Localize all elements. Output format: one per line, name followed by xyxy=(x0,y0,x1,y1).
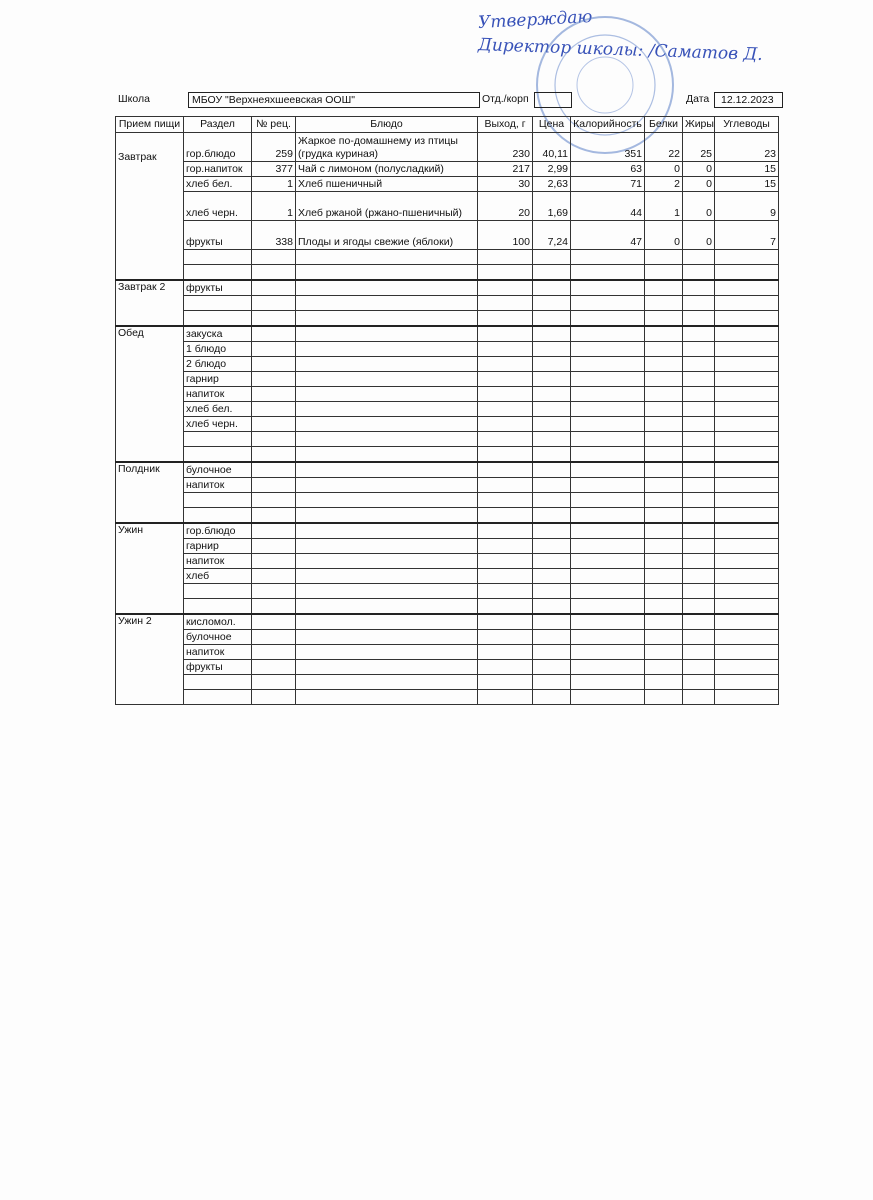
table-row xyxy=(116,660,779,675)
school-label: Школа xyxy=(118,93,150,105)
table-row xyxy=(116,250,779,265)
col-kcal: Калорийность xyxy=(571,117,645,133)
col-weight: Выход, г xyxy=(478,117,533,133)
weight-cell: 100 xyxy=(478,221,533,250)
table-row xyxy=(116,554,779,569)
col-price: Цена xyxy=(533,117,571,133)
approval-line-1: Утверждаю xyxy=(477,7,593,33)
dish-cell: Плоды и ягоды свежие (яблоки) xyxy=(296,221,478,250)
table-row xyxy=(116,599,779,615)
col-section: Раздел xyxy=(184,117,252,133)
recipe-cell: 1 xyxy=(252,192,296,221)
col-dish: Блюдо xyxy=(296,117,478,133)
section-cell: фрукты xyxy=(184,280,252,296)
table-row xyxy=(116,326,779,342)
table-row xyxy=(116,462,779,478)
recipe-cell: 377 xyxy=(252,162,296,177)
section-cell: напиток xyxy=(184,387,252,402)
section-cell: 1 блюдо xyxy=(184,342,252,357)
col-recipe: № рец. xyxy=(252,117,296,133)
table-row xyxy=(116,177,779,192)
dish-cell: Жаркое по-домашнему из птицы (грудка куриная) xyxy=(296,133,478,162)
fat-cell: 0 xyxy=(683,192,715,221)
carbs-cell: 15 xyxy=(715,162,779,177)
date-value: 12.12.2023 xyxy=(721,94,774,106)
table-row xyxy=(116,162,779,177)
fat-cell: 0 xyxy=(683,177,715,192)
table-row xyxy=(116,569,779,584)
section-cell: кисломол. xyxy=(184,614,252,630)
weight-cell: 230 xyxy=(478,133,533,162)
section-cell: 2 блюдо xyxy=(184,357,252,372)
kcal-cell: 44 xyxy=(571,192,645,221)
weight-cell: 217 xyxy=(478,162,533,177)
recipe-cell: 259 xyxy=(252,133,296,162)
fat-cell: 25 xyxy=(683,133,715,162)
col-fat: Жиры xyxy=(683,117,715,133)
table-row xyxy=(116,645,779,660)
section-cell: закуска xyxy=(184,326,252,342)
carbs-cell: 15 xyxy=(715,177,779,192)
header-line xyxy=(118,92,783,108)
protein-cell: 1 xyxy=(645,192,683,221)
section-cell: фрукты xyxy=(184,221,252,250)
table-row xyxy=(116,417,779,432)
weight-cell: 30 xyxy=(478,177,533,192)
table-row xyxy=(116,133,779,162)
table-row xyxy=(116,447,779,463)
section-cell: хлеб бел. xyxy=(184,177,252,192)
date-field xyxy=(714,92,783,108)
table-row xyxy=(116,675,779,690)
carbs-cell: 23 xyxy=(715,133,779,162)
dish-cell: Чай с лимоном (полусладкий) xyxy=(296,162,478,177)
meal-dinner: Ужин xyxy=(116,523,184,614)
section-cell: хлеб черн. xyxy=(184,417,252,432)
col-carbs: Углеводы xyxy=(715,117,779,133)
meal-snack: Полдник xyxy=(116,462,184,523)
protein-cell: 22 xyxy=(645,133,683,162)
meal-breakfast-2: Завтрак 2 xyxy=(116,280,184,326)
protein-cell: 0 xyxy=(645,221,683,250)
fat-cell: 0 xyxy=(683,221,715,250)
section-cell: фрукты xyxy=(184,660,252,675)
weight-cell: 20 xyxy=(478,192,533,221)
table-row xyxy=(116,342,779,357)
table-row xyxy=(116,478,779,493)
protein-cell: 2 xyxy=(645,177,683,192)
section-cell: гарнир xyxy=(184,372,252,387)
section-cell: гор.блюдо xyxy=(184,523,252,539)
meal-lunch: Обед xyxy=(116,326,184,462)
table-row xyxy=(116,296,779,311)
table-row xyxy=(116,387,779,402)
kcal-cell: 71 xyxy=(571,177,645,192)
table-row xyxy=(116,508,779,524)
dish-cell: Хлеб ржаной (ржано-пшеничный) xyxy=(296,192,478,221)
table-row xyxy=(116,584,779,599)
price-cell: 40,11 xyxy=(533,133,571,162)
price-cell: 7,24 xyxy=(533,221,571,250)
carbs-cell: 7 xyxy=(715,221,779,250)
fat-cell: 0 xyxy=(683,162,715,177)
col-protein: Белки xyxy=(645,117,683,133)
col-meal: Прием пищи xyxy=(116,117,184,133)
meal-breakfast: Завтрак xyxy=(116,133,184,281)
carbs-cell: 9 xyxy=(715,192,779,221)
kcal-cell: 47 xyxy=(571,221,645,250)
protein-cell: 0 xyxy=(645,162,683,177)
table-row xyxy=(116,192,779,221)
section-cell: хлеб бел. xyxy=(184,402,252,417)
table-row xyxy=(116,357,779,372)
school-field xyxy=(188,92,480,108)
section-cell: булочное xyxy=(184,462,252,478)
date-label: Дата xyxy=(686,93,710,105)
table-row xyxy=(116,690,779,705)
section-cell: гор.напиток xyxy=(184,162,252,177)
table-row xyxy=(116,614,779,630)
table-header-row xyxy=(116,117,779,133)
table-row xyxy=(116,539,779,554)
table-row xyxy=(116,402,779,417)
section-cell: гарнир xyxy=(184,539,252,554)
section-cell: булочное xyxy=(184,630,252,645)
price-cell: 2,63 xyxy=(533,177,571,192)
menu-table xyxy=(115,116,779,705)
recipe-cell: 338 xyxy=(252,221,296,250)
recipe-cell: 1 xyxy=(252,177,296,192)
section-cell: напиток xyxy=(184,645,252,660)
table-row xyxy=(116,221,779,250)
dish-cell: Хлеб пшеничный xyxy=(296,177,478,192)
table-row xyxy=(116,372,779,387)
table-row xyxy=(116,265,779,281)
section-cell: напиток xyxy=(184,478,252,493)
price-cell: 1,69 xyxy=(533,192,571,221)
table-row xyxy=(116,523,779,539)
section-cell: напиток xyxy=(184,554,252,569)
approval-line-2: Директор школы: /Саматов Д. xyxy=(477,35,764,65)
table-row xyxy=(116,280,779,296)
table-row xyxy=(116,630,779,645)
table-row xyxy=(116,311,779,327)
kcal-cell: 351 xyxy=(571,133,645,162)
table-row xyxy=(116,493,779,508)
dept-field xyxy=(534,92,572,108)
table-row xyxy=(116,432,779,447)
section-cell: гор.блюдо xyxy=(184,133,252,162)
section-cell: хлеб xyxy=(184,569,252,584)
section-cell: хлеб черн. xyxy=(184,192,252,221)
dept-label: Отд./корп xyxy=(482,93,529,105)
meal-dinner-2: Ужин 2 xyxy=(116,614,184,705)
kcal-cell: 63 xyxy=(571,162,645,177)
price-cell: 2,99 xyxy=(533,162,571,177)
school-value: МБОУ "Верхнеяхшеевская ООШ" xyxy=(192,94,355,106)
